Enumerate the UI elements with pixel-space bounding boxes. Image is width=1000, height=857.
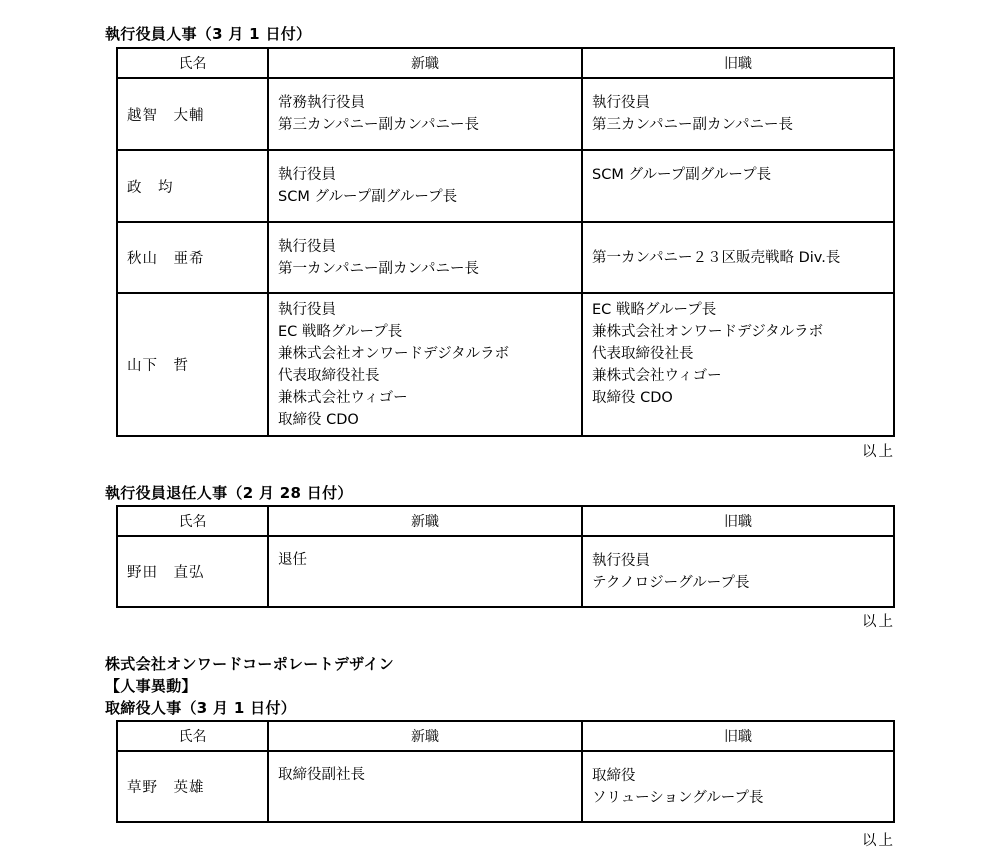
section3-title: 取締役人事（3 月 1 日付）: [105, 699, 297, 717]
section3-header-row: [117, 721, 894, 751]
new-position-line: 取締役 CDO: [278, 412, 359, 428]
old-position-line: 執行役員: [592, 95, 650, 111]
old-position-line: 取締役: [592, 767, 636, 784]
header-new-position: 新職: [268, 506, 582, 536]
section2-table: [116, 505, 895, 608]
header-name: 氏名: [117, 48, 268, 78]
old-position: [582, 751, 894, 822]
header-old-position: 旧職: [582, 721, 894, 751]
table-row: [117, 150, 894, 222]
old-position-line: 兼株式会社ウィゴー: [592, 368, 722, 384]
section1-end-mark: 以上: [862, 444, 895, 460]
new-position: [268, 751, 582, 822]
new-position-line: EC 戦略グループ長: [278, 324, 403, 340]
new-position: [268, 150, 582, 222]
old-position-line: 第三カンパニー副カンパニー長: [592, 117, 793, 133]
old-position-line: 第一カンパニー２３区販売戦略 Div.長: [592, 249, 841, 266]
new-position: [268, 293, 582, 436]
new-position-line: 兼株式会社オンワードデジタルラボ: [278, 346, 510, 362]
person-name: 山下 哲: [117, 293, 268, 436]
company-name: 株式会社オンワードコーポレートデザイン: [105, 655, 395, 673]
table-row: [117, 751, 894, 822]
person-name: 越智 大輔: [117, 78, 268, 150]
person-name: 草野 英雄: [117, 751, 268, 822]
new-position-line: 退任: [278, 552, 307, 568]
table-row: [117, 222, 894, 293]
section1-header-row: [117, 48, 894, 78]
header-name: 氏名: [117, 721, 268, 751]
section2-end-mark: 以上: [862, 614, 895, 630]
header-old-position: 旧職: [582, 506, 894, 536]
table-row: [117, 78, 894, 150]
old-position-line: テクノロジーグループ長: [592, 574, 750, 591]
section1-title: 執行役員人事（3 月 1 日付）: [105, 25, 312, 43]
section3-subtitle: 【人事異動】: [105, 677, 197, 695]
new-position: [268, 78, 582, 150]
header-new-position: 新職: [268, 721, 582, 751]
new-position-line: 執行役員: [278, 167, 336, 183]
new-position-line: 執行役員: [278, 302, 336, 318]
new-position-line: 第三カンパニー副カンパニー長: [278, 117, 479, 133]
old-position-line: 兼株式会社オンワードデジタルラボ: [592, 324, 824, 340]
old-position-line: EC 戦略グループ長: [592, 302, 717, 318]
old-position-line: 執行役員: [592, 552, 650, 569]
new-position-line: 常務執行役員: [278, 95, 365, 111]
old-position: [582, 150, 894, 222]
new-position: [268, 222, 582, 293]
header-name: 氏名: [117, 506, 268, 536]
table-row: [117, 293, 894, 436]
table-row: [117, 536, 894, 607]
new-position-line: 執行役員: [278, 238, 336, 255]
new-position-line: 第一カンパニー副カンパニー長: [278, 260, 479, 277]
person-name: 秋山 亜希: [117, 222, 268, 293]
new-position-line: 兼株式会社ウィゴー: [278, 390, 408, 406]
old-position: [582, 222, 894, 293]
new-position-line: 代表取締役社長: [278, 368, 380, 384]
old-position: [582, 293, 894, 436]
person-name: 野田 直弘: [117, 536, 268, 607]
section2-header-row: [117, 506, 894, 536]
section2-title: 執行役員退任人事（2 月 28 日付）: [105, 484, 353, 502]
old-position: [582, 78, 894, 150]
new-position-line: SCM グループ副グループ長: [278, 189, 458, 205]
section3-end-mark: 以上: [862, 833, 895, 849]
old-position: [582, 536, 894, 607]
old-position-line: 取締役 CDO: [592, 390, 673, 406]
header-old-position: 旧職: [582, 48, 894, 78]
person-name: 政 均: [117, 150, 268, 222]
new-position: [268, 536, 582, 607]
old-position-line: 代表取締役社長: [592, 346, 694, 362]
section3-table: [116, 720, 895, 823]
header-new-position: 新職: [268, 48, 582, 78]
old-position-line: ソリューショングループ長: [592, 789, 764, 806]
new-position-line: 取締役副社長: [278, 767, 365, 783]
old-position-line: SCM グループ副グループ長: [592, 167, 772, 183]
section1-table: [116, 47, 895, 437]
